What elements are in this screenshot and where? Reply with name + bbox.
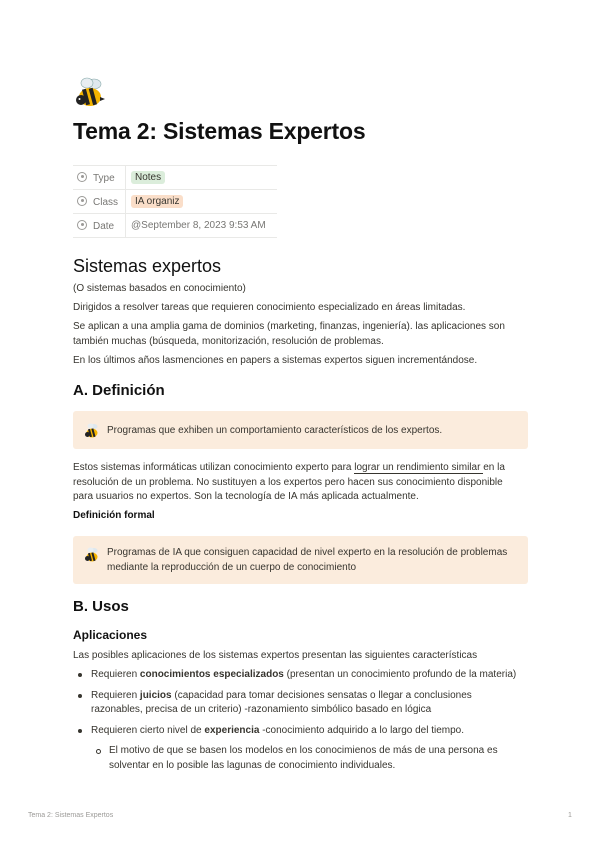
bullet-icon bbox=[78, 673, 82, 677]
property-key: Class bbox=[93, 196, 119, 208]
properties-table bbox=[73, 165, 277, 238]
subheading: Aplicaciones bbox=[73, 628, 148, 642]
list-item: Requieren conocimientos especializados (presentan un conocimiento profundo de la materia) bbox=[73, 668, 528, 683]
bullet-icon bbox=[96, 749, 101, 754]
bullet-icon bbox=[78, 694, 82, 698]
class-tag[interactable]: IA organiz bbox=[131, 195, 183, 208]
section-heading: Sistemas expertos bbox=[73, 256, 222, 276]
paragraph: Estos sistemas informáticas utilizan conocimiento experto para lograr un rendimiento similar en la resolución de un problema. No sustituyen a los expertos pero hacen sus conocimiento disponible para usuarios no expertos. Son la tecnología de IA más aplicada actualmente. bbox=[73, 462, 505, 502]
property-row-date[interactable] bbox=[73, 214, 277, 238]
footer-title: Tema 2: Sistemas Expertos bbox=[28, 812, 114, 819]
paragraph: (O sistemas basados en conocimiento) bbox=[73, 283, 246, 294]
page-title: Tema 2: Sistemas Expertos bbox=[73, 118, 366, 144]
bullet-icon bbox=[78, 729, 82, 733]
paragraph: En los últimos años lasmenciones en papers a sistemas expertos siguen incrementándose. bbox=[73, 355, 478, 366]
bee-icon bbox=[72, 75, 108, 111]
paragraph: Se aplican a una amplia gama de dominios (marketing, finanzas, ingeniería). las aplicaciones son también muchas (búsqueda, monitorización, resolución de problemas. bbox=[73, 321, 505, 347]
clock-icon bbox=[77, 220, 87, 230]
date-value: @September 8, 2023 9:53 AM bbox=[131, 220, 266, 231]
bee-icon bbox=[83, 422, 101, 440]
type-tag[interactable]: Notes bbox=[131, 171, 165, 184]
property-key: Type bbox=[93, 172, 115, 184]
paragraph: Dirigidos a resolver tareas que requieren conocimiento especializado en áreas limitadas. bbox=[73, 302, 466, 313]
callout-text: Programas que exhiben un comportamiento característicos de los expertos. bbox=[107, 425, 443, 436]
property-key: Date bbox=[93, 220, 115, 232]
section-heading: B. Usos bbox=[73, 598, 129, 615]
list-item: Requieren juicios (capacidad para tomar decisiones sensatas o llegar a conclusiones razonables, precisa de un criterio) -razonamiento simbólico basado en lógica bbox=[73, 689, 528, 718]
class-property-icon bbox=[77, 196, 87, 206]
paragraph: Las posibles aplicaciones de los sistemas expertos presentan las siguientes características bbox=[73, 650, 478, 661]
property-row-type[interactable] bbox=[73, 166, 277, 190]
highlighted-text: lograr un rendimiento similar bbox=[354, 462, 484, 473]
type-property-icon bbox=[77, 172, 87, 182]
callout bbox=[73, 536, 528, 584]
page-number: 1 bbox=[568, 812, 572, 819]
section-heading: A. Definición bbox=[73, 382, 165, 399]
callout-text: Programas de IA que consiguen capacidad de nivel experto en la resolución de problemas mediante la reproducción de un cuerpo de conocimiento bbox=[107, 547, 508, 573]
list-item: Requieren cierto nivel de experiencia -conocimiento adquirido a lo largo del tiempo. bbox=[73, 724, 528, 739]
property-row-class[interactable] bbox=[73, 190, 277, 214]
bullet-list bbox=[73, 668, 528, 773]
list-item-nested: El motivo de que se basen los modelos en los conocimienos de más de una persona es solventar en lo posible las lagunas de conocimiento individuales. bbox=[91, 744, 528, 773]
callout bbox=[73, 411, 528, 449]
bee-icon bbox=[83, 546, 101, 564]
subheading: Definición formal bbox=[73, 510, 155, 521]
